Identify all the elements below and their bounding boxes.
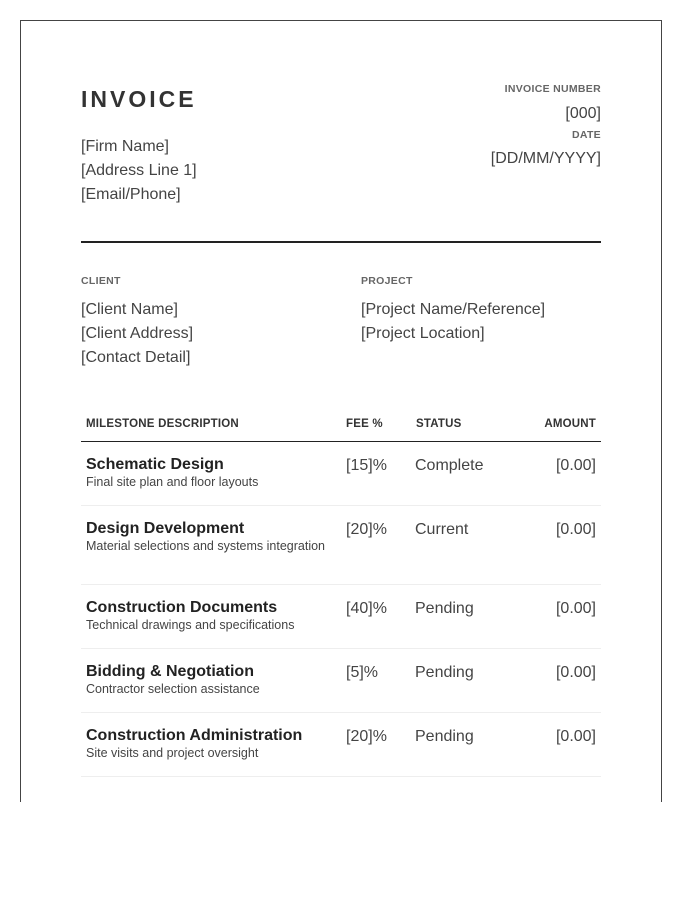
milestone-amount: [0.00]	[555, 457, 596, 474]
milestone-status: Current	[415, 521, 469, 538]
client-address: [Client Address]	[81, 325, 194, 342]
client-block	[81, 275, 193, 370]
milestone-fee: [20]%	[346, 728, 387, 745]
milestone-fee: [15]%	[346, 457, 387, 474]
table-header	[81, 413, 601, 442]
milestone-status: Complete	[415, 457, 484, 474]
header-amount: AMOUNT	[544, 418, 596, 430]
milestone-fee: [5]%	[346, 664, 379, 681]
invoice-sheet	[20, 20, 662, 802]
milestone-table	[81, 413, 601, 777]
milestone-description	[86, 727, 326, 761]
milestone-amount: [0.00]	[555, 664, 596, 681]
table-row	[81, 442, 601, 506]
milestone-detail: Material selections and systems integration	[86, 539, 326, 553]
invoice-title: INVOICE	[81, 86, 197, 112]
invoice-number-label: INVOICE NUMBER	[504, 83, 601, 95]
milestone-detail: Final site plan and floor layouts	[86, 475, 259, 489]
milestone-detail: Site visits and project oversight	[86, 746, 259, 760]
table-row	[81, 506, 601, 585]
project-location: [Project Location]	[361, 325, 485, 342]
header-status: STATUS	[416, 418, 462, 430]
project-name: [Project Name/Reference]	[361, 301, 546, 318]
milestone-description	[86, 520, 326, 554]
date-label: DATE	[571, 129, 601, 141]
header-fee: FEE %	[346, 418, 383, 430]
milestone-amount: [0.00]	[555, 600, 596, 617]
client-contact: [Contact Detail]	[81, 349, 191, 366]
milestone-name: Construction Administration	[86, 727, 303, 744]
header-divider	[81, 241, 601, 243]
table-row	[81, 585, 601, 649]
firm-name: [Firm Name]	[81, 138, 169, 155]
milestone-status: Pending	[415, 664, 474, 681]
milestone-status: Pending	[415, 600, 474, 617]
header-description: MILESTONE DESCRIPTION	[86, 418, 239, 430]
project-label: PROJECT	[361, 275, 413, 287]
client-name: [Client Name]	[81, 301, 178, 318]
firm-address: [Address Line 1]	[81, 162, 197, 179]
milestone-name: Construction Documents	[86, 599, 278, 616]
milestone-status: Pending	[415, 728, 474, 745]
milestone-name: Bidding & Negotiation	[86, 663, 254, 680]
milestone-description	[86, 456, 326, 490]
client-label: CLIENT	[81, 275, 121, 287]
project-lines	[361, 298, 545, 346]
milestone-name: Schematic Design	[86, 456, 224, 473]
invoice-number-value: [000]	[565, 105, 601, 122]
table-row	[81, 713, 601, 777]
milestone-description	[86, 663, 326, 697]
firm-contact: [Email/Phone]	[81, 186, 181, 203]
milestone-name: Design Development	[86, 520, 245, 537]
milestone-description	[86, 599, 326, 633]
firm-details	[81, 135, 197, 207]
milestone-detail: Contractor selection assistance	[86, 682, 260, 696]
client-lines	[81, 298, 193, 370]
milestone-amount: [0.00]	[555, 521, 596, 538]
date-value: [DD/MM/YYYY]	[490, 150, 601, 167]
project-block	[361, 275, 545, 346]
milestone-detail: Technical drawings and specifications	[86, 618, 295, 632]
table-row	[81, 649, 601, 713]
milestone-fee: [20]%	[346, 521, 387, 538]
milestone-amount: [0.00]	[555, 728, 596, 745]
milestone-fee: [40]%	[346, 600, 387, 617]
